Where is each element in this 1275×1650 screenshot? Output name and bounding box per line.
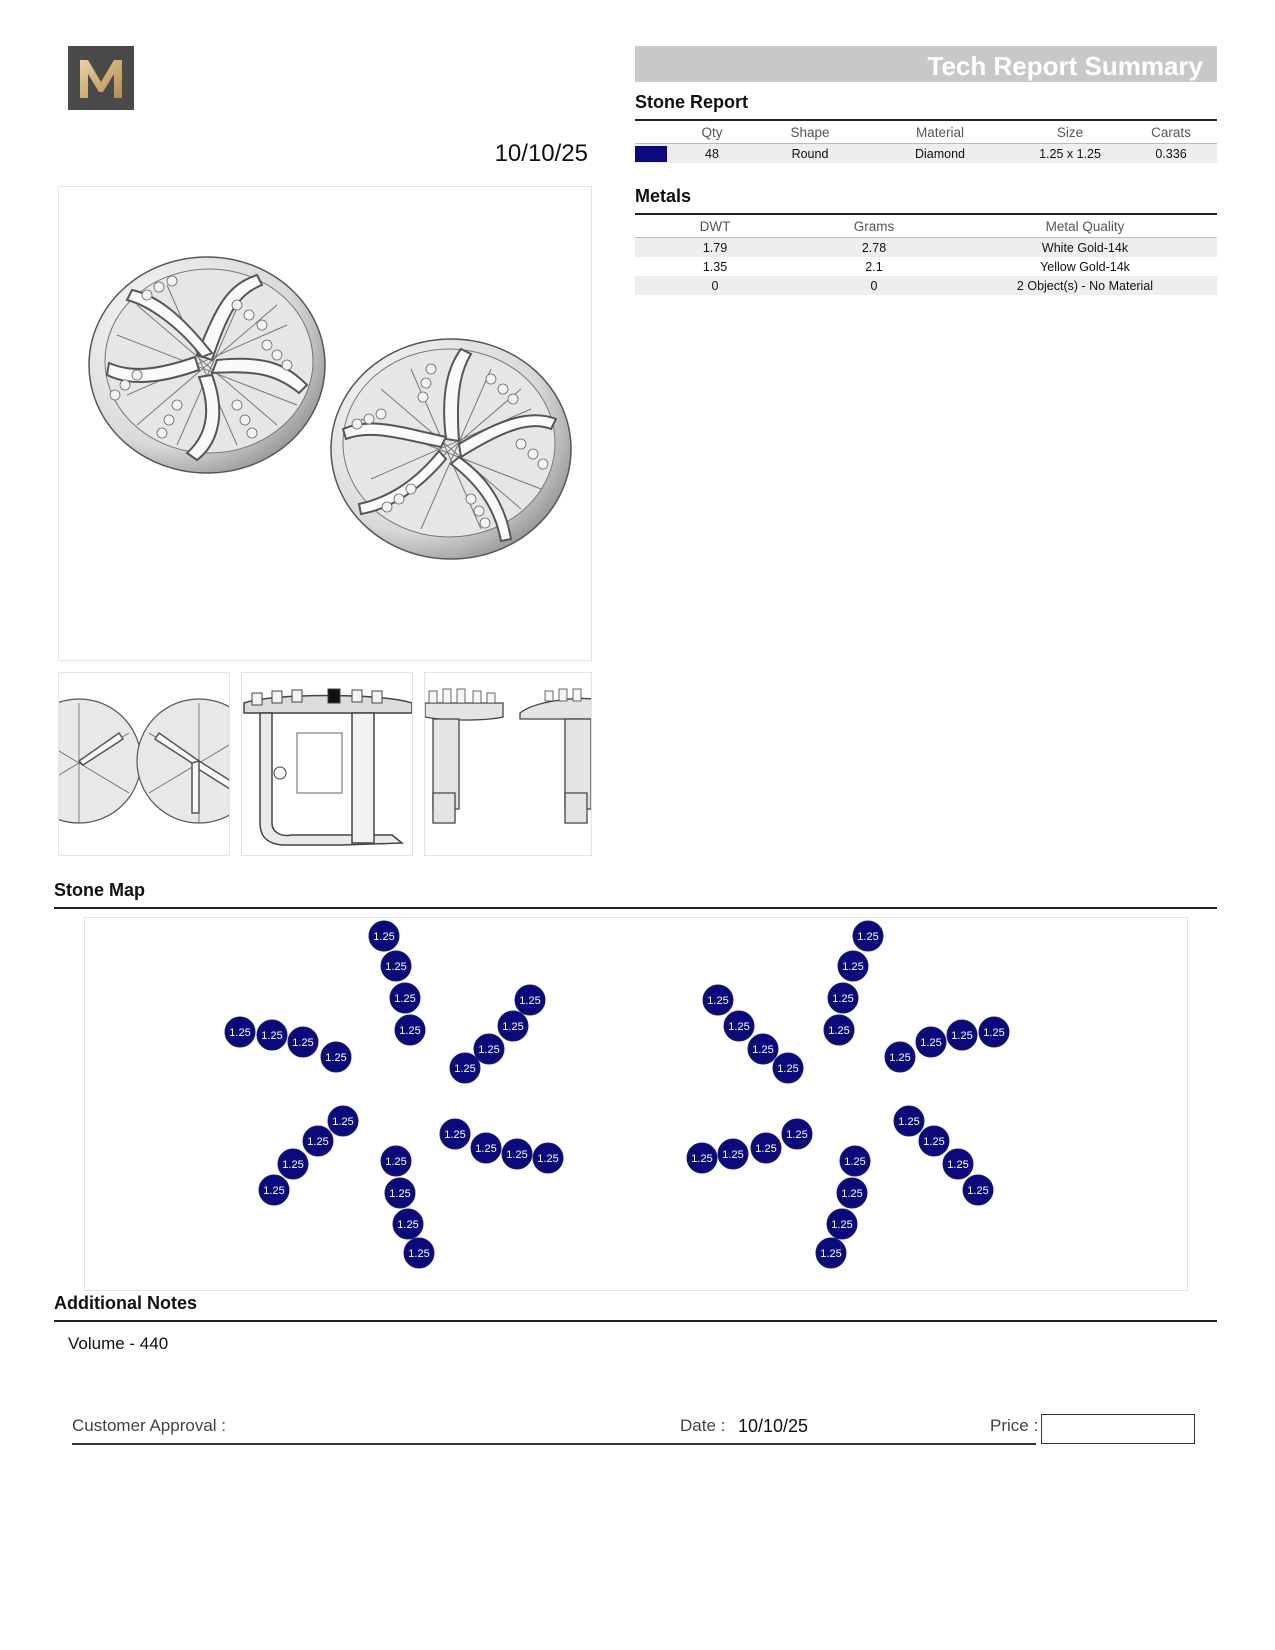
company-logo xyxy=(68,46,134,110)
stone-size-label: 1.25 xyxy=(831,1219,853,1231)
customer-approval-label: Customer Approval : xyxy=(72,1416,227,1435)
stone-marker xyxy=(278,1149,308,1179)
stone-marker xyxy=(837,1178,867,1208)
stone-size-label: 1.25 xyxy=(454,1063,476,1075)
metal-dwt: 1.79 xyxy=(635,238,795,258)
thumbnail-side-view xyxy=(241,672,413,856)
stone-size-label: 1.25 xyxy=(691,1153,713,1165)
stone-size-label: 1.25 xyxy=(385,1156,407,1168)
stone-marker xyxy=(225,1017,255,1047)
price-input-box[interactable] xyxy=(1041,1414,1195,1444)
stone-marker xyxy=(919,1126,949,1156)
stone-size: 1.25 x 1.25 xyxy=(1015,144,1125,164)
stone-size-label: 1.25 xyxy=(841,1188,863,1200)
stone-material: Diamond xyxy=(865,144,1015,164)
col-dwt: DWT xyxy=(635,216,795,238)
stone-marker xyxy=(782,1119,812,1149)
earrings-render-icon xyxy=(59,187,592,661)
stone-marker xyxy=(947,1020,977,1050)
stone-marker xyxy=(502,1139,532,1169)
stone-marker xyxy=(259,1175,289,1205)
stone-marker xyxy=(828,983,858,1013)
stone-marker xyxy=(440,1119,470,1149)
metal-grams: 2.1 xyxy=(865,259,883,274)
col-qty: Qty xyxy=(669,122,755,144)
stone-size-label: 1.25 xyxy=(292,1037,314,1049)
stone-size-label: 1.25 xyxy=(373,931,395,943)
side-view-render-icon xyxy=(242,673,413,856)
approval-date: 10/10/25 xyxy=(738,1416,809,1436)
stone-size-label: 1.25 xyxy=(857,931,879,943)
stone-marker xyxy=(515,985,545,1015)
stone-report-rule xyxy=(635,119,1217,121)
stone-marker xyxy=(395,1015,425,1045)
stone-report-title: Stone Report xyxy=(635,92,749,112)
stone-size-label: 1.25 xyxy=(842,961,864,973)
metal-quality: Yellow Gold-14k xyxy=(1040,259,1130,274)
stone-marker xyxy=(687,1143,717,1173)
stone-size-label: 1.25 xyxy=(889,1052,911,1064)
stone-size-label: 1.25 xyxy=(820,1248,842,1260)
table-row xyxy=(635,257,1217,276)
stone-marker xyxy=(963,1175,993,1205)
front-view-render-icon xyxy=(59,673,230,856)
stone-size-label: 1.25 xyxy=(951,1030,973,1042)
stone-map-rule xyxy=(54,907,1217,909)
stone-size-label: 1.25 xyxy=(920,1037,942,1049)
notes-text: Volume - 440 xyxy=(68,1334,169,1353)
metal-quality: 2 Object(s) - No Material xyxy=(953,276,1217,295)
notes-rule xyxy=(54,1320,1217,1322)
stone-marker xyxy=(773,1053,803,1083)
stone-marker xyxy=(369,921,399,951)
stone-marker xyxy=(916,1027,946,1057)
stone-marker xyxy=(288,1027,318,1057)
table-row xyxy=(635,144,1217,164)
stone-size-label: 1.25 xyxy=(397,1219,419,1231)
stone-size-label: 1.25 xyxy=(261,1030,283,1042)
metal-dwt: 0 xyxy=(635,276,795,295)
stone-marker xyxy=(303,1126,333,1156)
stone-size-label: 1.25 xyxy=(786,1129,808,1141)
profile-view-render-icon xyxy=(425,673,592,856)
stone-marker xyxy=(703,985,733,1015)
stone-size-label: 1.25 xyxy=(229,1027,251,1039)
stone-report-table xyxy=(635,122,1217,163)
stone-map-panel xyxy=(84,917,1188,1291)
stone-size-label: 1.25 xyxy=(506,1149,528,1161)
stone-marker xyxy=(381,951,411,981)
stone-size-label: 1.25 xyxy=(755,1143,777,1155)
stone-marker xyxy=(748,1034,778,1064)
stone-map-title: Stone Map xyxy=(54,880,146,900)
thumbnail-front-view xyxy=(58,672,230,856)
stone-marker xyxy=(498,1011,528,1041)
stone-size-label: 1.25 xyxy=(307,1136,329,1148)
stone-size-label: 1.25 xyxy=(399,1025,421,1037)
stone-size-label: 1.25 xyxy=(983,1027,1005,1039)
stone-size-label: 1.25 xyxy=(947,1159,969,1171)
stone-marker xyxy=(404,1238,434,1268)
stone-marker xyxy=(838,951,868,981)
stone-color-swatch xyxy=(635,146,667,162)
stone-size-label: 1.25 xyxy=(444,1129,466,1141)
stone-marker xyxy=(450,1053,480,1083)
stone-marker xyxy=(393,1209,423,1239)
stone-marker xyxy=(321,1042,351,1072)
stone-size-label: 1.25 xyxy=(263,1185,285,1197)
table-row xyxy=(635,238,1217,258)
stone-size-label: 1.25 xyxy=(844,1156,866,1168)
stone-size-label: 1.25 xyxy=(502,1021,524,1033)
stone-size-label: 1.25 xyxy=(752,1044,774,1056)
report-date: 10/10/25 xyxy=(494,140,588,167)
stone-size-label: 1.25 xyxy=(478,1044,500,1056)
stone-size-label: 1.25 xyxy=(537,1153,559,1165)
stone-size-label: 1.25 xyxy=(828,1025,850,1037)
stone-size-label: 1.25 xyxy=(519,995,541,1007)
col-carats: Carats xyxy=(1125,122,1217,144)
stone-size-label: 1.25 xyxy=(728,1021,750,1033)
stone-shape: Round xyxy=(755,144,865,164)
stone-marker xyxy=(533,1143,563,1173)
stone-size-label: 1.25 xyxy=(332,1116,354,1128)
date-label: Date : xyxy=(680,1416,726,1435)
metals-title: Metals xyxy=(635,186,692,206)
stone-marker xyxy=(943,1149,973,1179)
stone-carats: 0.336 xyxy=(1125,144,1217,164)
thumbnail-profile-view xyxy=(424,672,592,856)
price-label: Price : xyxy=(990,1416,1039,1435)
stone-marker xyxy=(885,1042,915,1072)
stone-size-label: 1.25 xyxy=(394,993,416,1005)
col-size: Size xyxy=(1015,122,1125,144)
main-render-image xyxy=(58,186,592,661)
col-grams: Grams xyxy=(795,216,953,238)
stone-size-label: 1.25 xyxy=(967,1185,989,1197)
metal-quality: White Gold-14k xyxy=(953,238,1217,258)
stone-marker xyxy=(751,1133,781,1163)
stone-size-label: 1.25 xyxy=(475,1143,497,1155)
stone-size-label: 1.25 xyxy=(923,1136,945,1148)
m-logo-icon xyxy=(76,56,126,100)
stone-size-label: 1.25 xyxy=(325,1052,347,1064)
report-title: Tech Report Summary xyxy=(635,46,1217,82)
col-metal-quality: Metal Quality xyxy=(953,216,1217,238)
stone-size-label: 1.25 xyxy=(385,961,407,973)
stone-marker xyxy=(257,1020,287,1050)
approval-signature-line xyxy=(72,1443,1036,1445)
stone-marker xyxy=(840,1146,870,1176)
metals-table xyxy=(635,216,1217,295)
stone-size-label: 1.25 xyxy=(777,1063,799,1075)
stone-marker xyxy=(816,1238,846,1268)
stone-marker xyxy=(718,1139,748,1169)
stone-marker xyxy=(381,1146,411,1176)
stone-map-diagram xyxy=(85,918,1187,1290)
stone-marker xyxy=(328,1106,358,1136)
stone-marker xyxy=(471,1133,501,1163)
metals-rule xyxy=(635,213,1217,215)
stone-marker xyxy=(724,1011,754,1041)
metal-dwt: 1.35 xyxy=(702,259,728,274)
stone-marker xyxy=(385,1178,415,1208)
col-material: Material xyxy=(865,122,1015,144)
stone-size-label: 1.25 xyxy=(389,1188,411,1200)
additional-notes-title: Additional Notes xyxy=(54,1293,197,1313)
stone-size-label: 1.25 xyxy=(707,995,729,1007)
metal-grams: 2.78 xyxy=(795,238,953,258)
table-row xyxy=(635,276,1217,295)
stone-size-label: 1.25 xyxy=(832,993,854,1005)
stone-size-label: 1.25 xyxy=(898,1116,920,1128)
stone-marker xyxy=(979,1017,1009,1047)
stone-size-label: 1.25 xyxy=(282,1159,304,1171)
stone-marker xyxy=(390,983,420,1013)
stone-marker xyxy=(827,1209,857,1239)
metal-grams: 0 xyxy=(795,276,953,295)
stone-marker xyxy=(474,1034,504,1064)
stone-size-label: 1.25 xyxy=(408,1248,430,1260)
stone-marker xyxy=(853,921,883,951)
stone-marker xyxy=(824,1015,854,1045)
col-shape: Shape xyxy=(755,122,865,144)
stone-qty: 48 xyxy=(669,144,755,164)
stone-size-label: 1.25 xyxy=(722,1149,744,1161)
stone-marker xyxy=(894,1106,924,1136)
